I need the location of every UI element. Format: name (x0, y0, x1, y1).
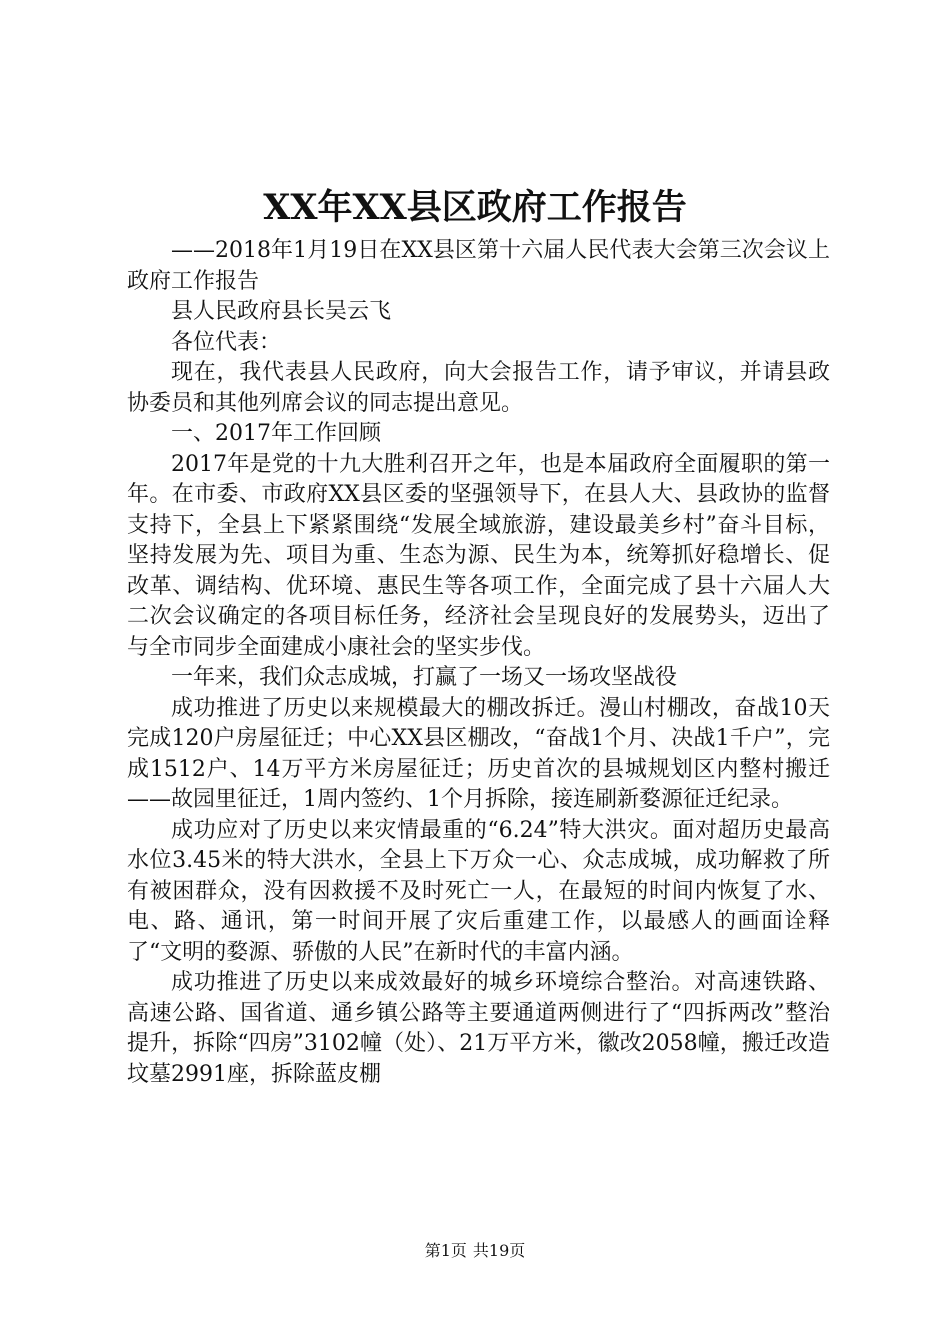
document-body (127, 236, 830, 1090)
body-paragraph: 一年来，我们众志成城，打赢了一场又一场攻坚战役 (171, 665, 678, 690)
body-paragraph: 成功应对了历史以来灾情最重的“6.24”特大洪灾。面对超历史最高水位3.45米的特大洪水，全县上下万众一心、众志成城，成功解救了所有被困群众，没有因救援不及时死亡一人，在最短的时间内恢复了水、电、路、通讯，第一时间开展了灾后重建工作，以最感人的画面诠释了“文明的婺源、骄傲的人民”在新时代的丰富内涵。 (127, 817, 830, 965)
body-paragraph: 成功推进了历史以来成效最好的城乡环境综合整治。对高速铁路、高速公路、国省道、通乡镇公路等主要通道两侧进行了“四拆两改”整治提升，拆除“四房”3102幢（处）、21万平方米，徽改2058幢，搬迁改造坟墓2991座，拆除蓝皮棚 (127, 970, 830, 1087)
page-footer (0, 1240, 950, 1262)
section-heading: 一、2017年工作回顾 (171, 421, 381, 446)
speaker-line: 县人民政府县长吴云飞 (171, 299, 392, 324)
page-number: 第1页 (424, 1241, 467, 1260)
salutation: 各位代表： (171, 329, 282, 355)
page-total: 共19页 (472, 1241, 526, 1260)
body-paragraph: 2017年是党的十九大胜利召开之年，也是本届政府全面履职的第一年。在市委、市政府XX县区委的坚强领导下，在县人大、县政协的监督支持下，全县上下紧紧围绕“发展全域旅游，建设最美乡村”奋斗目标，坚持发展为先、项目为重、生态为源、民生为本，统筹抓好稳增长、促改革、调结构、优环境、惠民生等各项工作，全面完成了县十六届人大二次会议确定的各项目标任务，经济社会呈现良好的发展势头，迈出了与全市同步全面建成小康社会的坚实步伐。 (127, 451, 830, 660)
document-title: XX年XX县区政府工作报告 (263, 187, 687, 228)
body-paragraph: 成功推进了历史以来规模最大的棚改拆迁。漫山村棚改，奋战10天完成120户房屋征迁；中心XX县区棚改，“奋战1个月、决战1千户”，完成1512户、14万平方米房屋征迁；历史首次的县城规划区内整村搬迁——故园里征迁，1周内签约、1个月拆除，接连刷新婺源征迁纪录。 (127, 695, 830, 812)
subtitle-paragraph: ——2018年1月19日在XX县区第十六届人民代表大会第三次会议上政府工作报告 (127, 238, 830, 294)
body-paragraph: 现在，我代表县人民政府，向大会报告工作，请予审议，并请县政协委员和其他列席会议的同志提出意见。 (127, 360, 830, 416)
